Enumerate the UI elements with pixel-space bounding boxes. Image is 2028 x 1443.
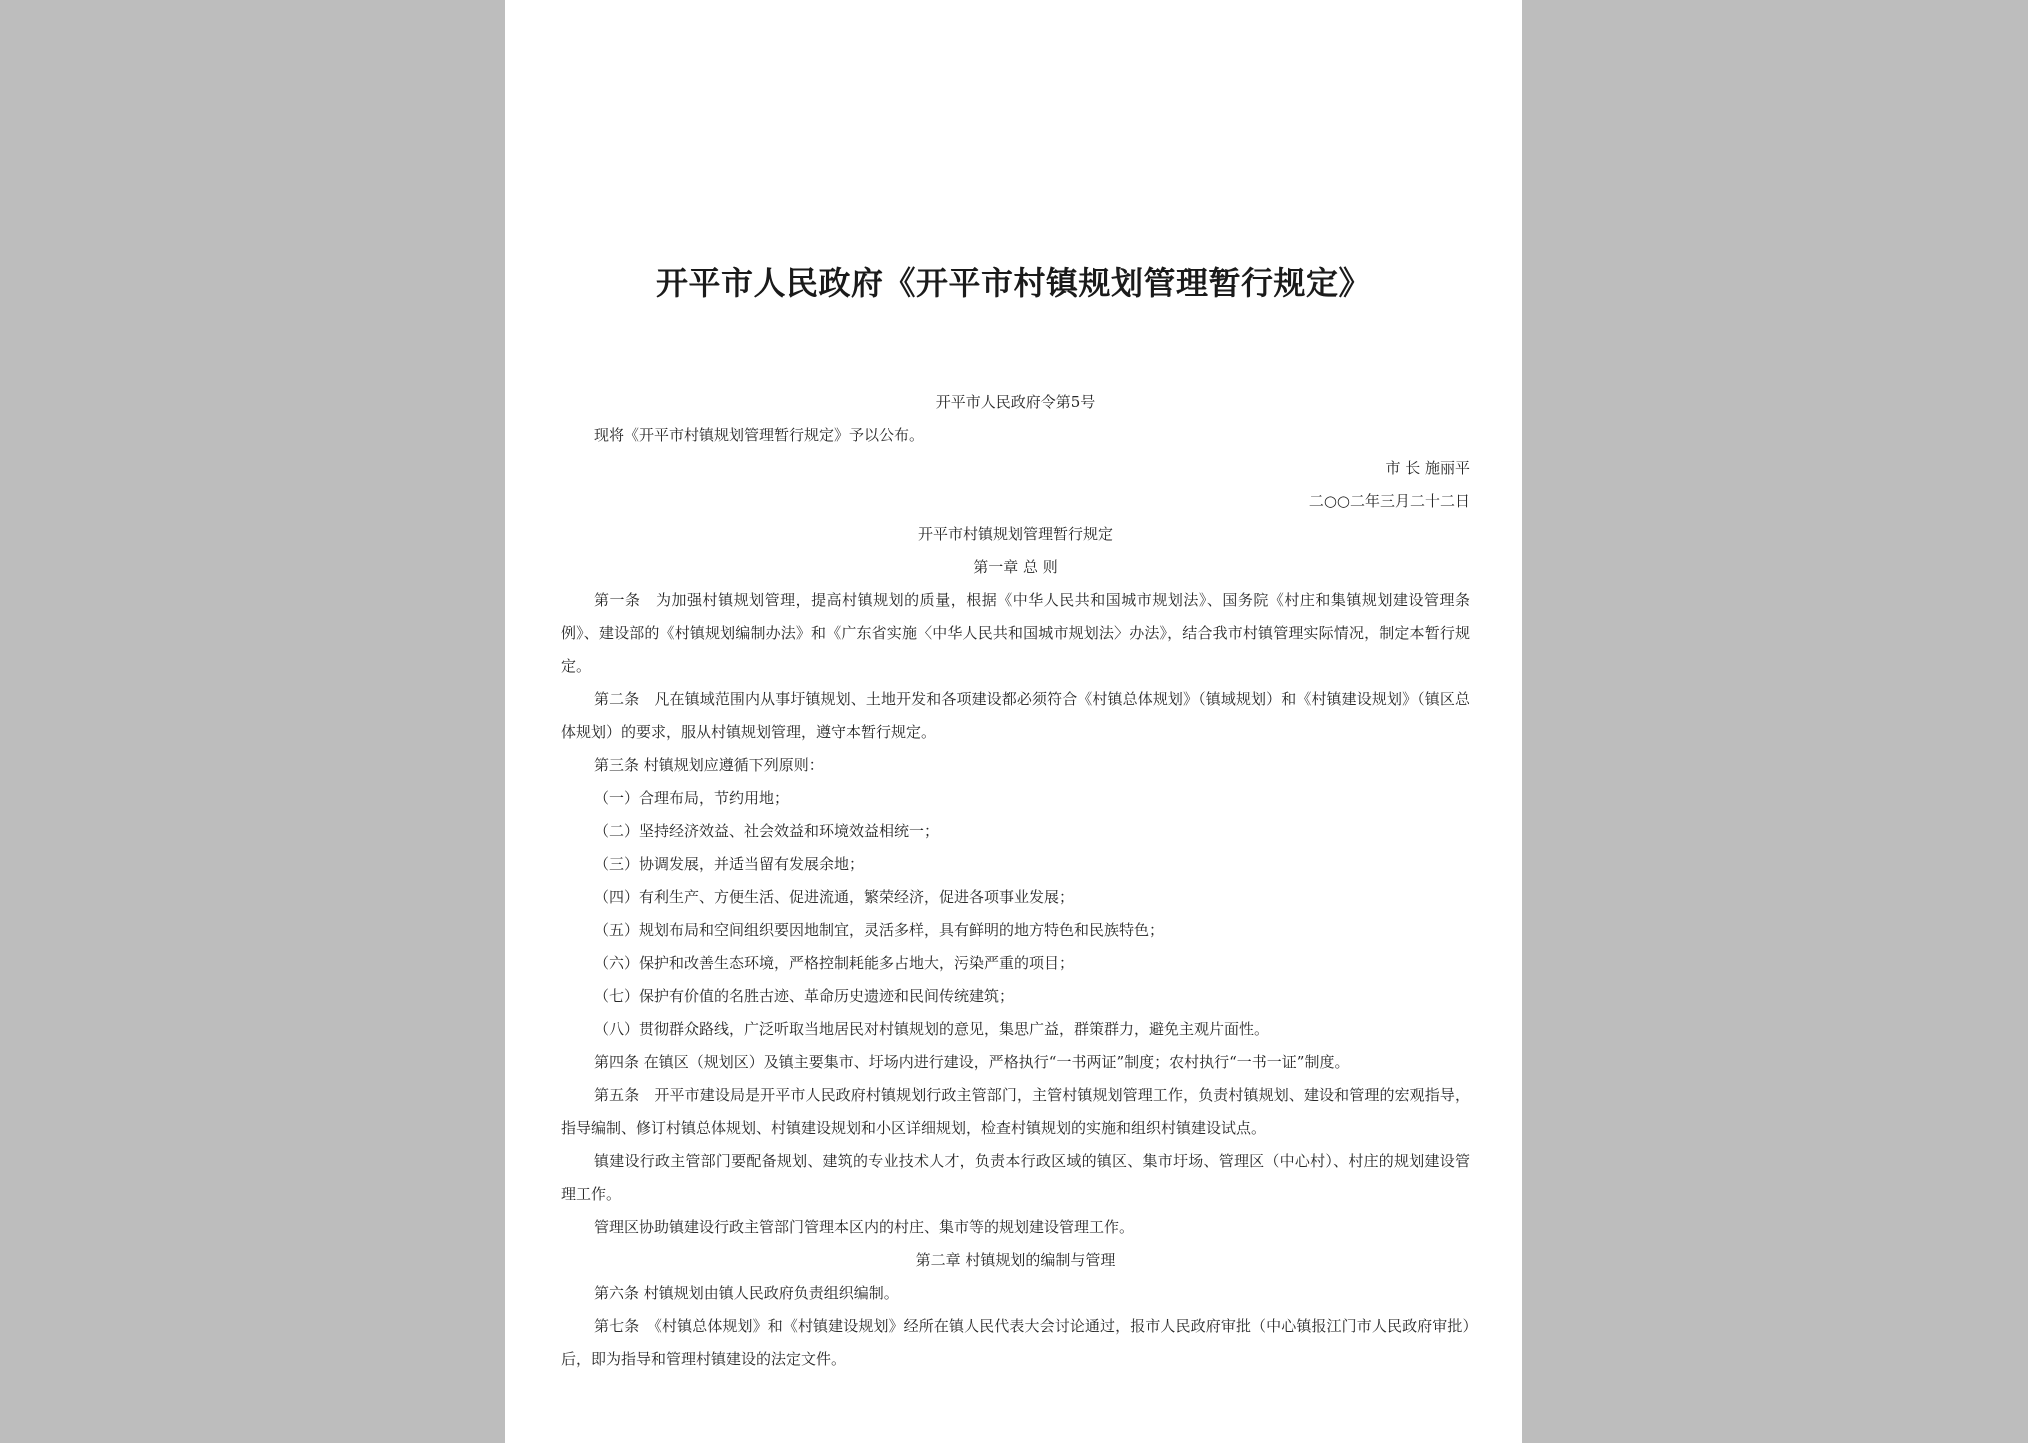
document-title: 开平市人民政府《开平市村镇规划管理暂行规定》: [655, 264, 1371, 302]
principle-item: （八）贯彻群众路线，广泛听取当地居民对村镇规划的意见，集思广益，群策群力，避免主观片面性。: [594, 1020, 1270, 1038]
article-5-paragraph: 镇建设行政主管部门要配备规划、建筑的专业技术人才，负责本行政区域的镇区、集市圩场、管理区（中心村）、村庄的规划建设管理工作。: [561, 1152, 1470, 1203]
principle-item: （六）保护和改善生态环境，严格控制耗能多占地大，污染严重的项目；: [594, 954, 1075, 972]
article-2: 第二条 凡在镇域范围内从事圩镇规划、土地开发和各项建设都必须符合《村镇总体规划》（镇域规划）和《村镇建设规划》（镇区总体规划）的要求，服从村镇规划管理，遵守本暂行规定。: [561, 690, 1470, 741]
article-7: 第七条 《村镇总体规划》和《村镇建设规划》经所在镇人民代表大会讨论通过，报市人民政府审批（中心镇报江门市人民政府审批）后，即为指导和管理村镇建设的法定文件。: [561, 1317, 1470, 1368]
chapter-heading: 第二章 村镇规划的编制与管理: [915, 1251, 1116, 1269]
article-6: 第六条 村镇规划由镇人民政府负责组织编制。: [594, 1284, 899, 1302]
article-5: 第五条 开平市建设局是开平市人民政府村镇规划行政主管部门，主管村镇规划管理工作，负责村镇规划、建设和管理的宏观指导，指导编制、修订村镇总体规划、村镇建设规划和小区详细规划，检查村镇规划的实施和组织村镇建设试点。: [561, 1086, 1470, 1137]
article-4: 第四条 在镇区（规划区）及镇主要集市、圩场内进行建设，严格执行“一书两证”制度；农村执行“一书一证”制度。: [594, 1053, 1350, 1071]
document-page: [505, 0, 1522, 1443]
document-body: [561, 386, 1470, 1376]
principle-item: （二）坚持经济效益、社会效益和环境效益相统一；: [594, 822, 940, 840]
principle-item: （七）保护有价值的名胜古迹、革命历史遗迹和民间传统建筑；: [594, 987, 1015, 1005]
chapter-heading: 第一章 总 则: [973, 558, 1058, 576]
principle-item: （三）协调发展，并适当留有发展余地；: [594, 855, 865, 873]
article-3: 第三条 村镇规划应遵循下列原则：: [594, 756, 824, 774]
principle-item: （四）有利生产、方便生活、促进流通，繁荣经济，促进各项事业发展；: [594, 888, 1075, 906]
principle-item: （五）规划布局和空间组织要因地制宜，灵活多样，具有鲜明的地方特色和民族特色；: [594, 921, 1165, 939]
regulation-title: 开平市村镇规划管理暂行规定: [917, 525, 1113, 543]
signer: 市 长 施丽平: [1385, 459, 1470, 477]
issue-date: 二○○二年三月二十二日: [1308, 492, 1470, 510]
promulgation-text: 现将《开平市村镇规划管理暂行规定》予以公布。: [594, 426, 925, 444]
principle-item: （一）合理布局，节约用地；: [594, 789, 790, 807]
order-number: 开平市人民政府令第5号: [935, 393, 1096, 411]
article-1: 第一条 为加强村镇规划管理，提高村镇规划的质量，根据《中华人民共和国城市规划法》、国务院《村庄和集镇规划建设管理条例》、建设部的《村镇规划编制办法》和《广东省实施〈中华人民共和国城市规划法〉办法》，结合我市村镇管理实际情况，制定本暂行规定。: [561, 591, 1470, 675]
article-5-paragraph: 管理区协助镇建设行政主管部门管理本区内的村庄、集市等的规划建设管理工作。: [594, 1218, 1135, 1236]
